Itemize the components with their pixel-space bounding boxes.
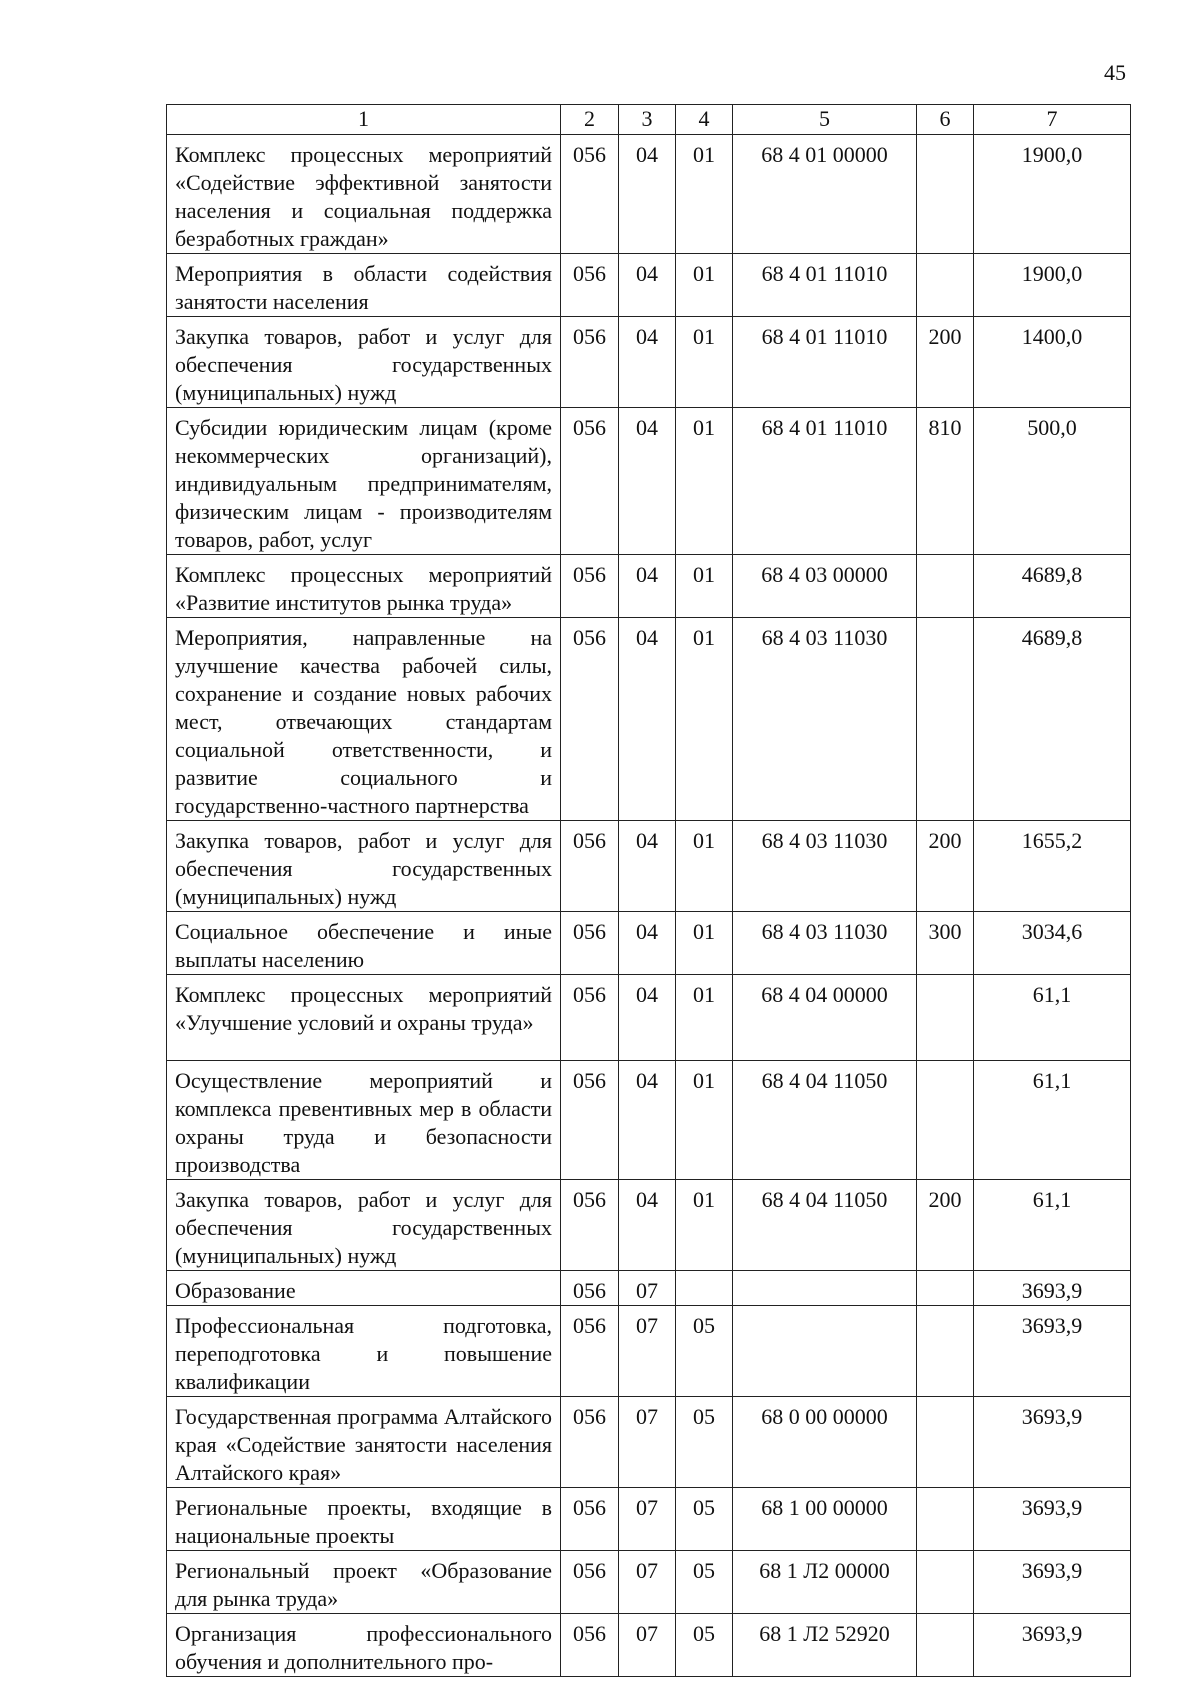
row-description: Закупка товаров, работ и услуг для обеспечения государственных (муниципальных) нужд bbox=[167, 317, 561, 408]
row-code-2: 056 bbox=[561, 912, 619, 975]
table-row bbox=[167, 975, 1131, 1061]
row-code-4: 01 bbox=[676, 254, 733, 317]
row-code-3: 07 bbox=[619, 1551, 676, 1614]
row-code-5: 68 0 00 00000 bbox=[733, 1397, 917, 1488]
row-code-5: 68 4 03 11030 bbox=[733, 912, 917, 975]
column-header: 4 bbox=[676, 105, 733, 135]
row-code-3: 04 bbox=[619, 618, 676, 821]
row-description: Мероприятия в области содействия занятости населения bbox=[167, 254, 561, 317]
row-code-2: 056 bbox=[561, 1614, 619, 1677]
budget-table bbox=[166, 104, 1131, 1677]
column-header: 7 bbox=[974, 105, 1131, 135]
row-code-6 bbox=[917, 254, 974, 317]
row-code-3: 04 bbox=[619, 254, 676, 317]
row-code-3: 07 bbox=[619, 1488, 676, 1551]
row-code-6 bbox=[917, 1271, 974, 1306]
row-code-2: 056 bbox=[561, 408, 619, 555]
row-description: Осуществление мероприятий и комплекса превентивных мер в области охраны труда и безопасности производства bbox=[167, 1061, 561, 1180]
row-code-2: 056 bbox=[561, 618, 619, 821]
table-row bbox=[167, 821, 1131, 912]
row-code-5: 68 4 04 11050 bbox=[733, 1061, 917, 1180]
row-code-4: 01 bbox=[676, 618, 733, 821]
row-description: Закупка товаров, работ и услуг для обеспечения государственных (муниципальных) нужд bbox=[167, 1180, 561, 1271]
row-description: Региональные проекты, входящие в национальные проекты bbox=[167, 1488, 561, 1551]
row-code-2: 056 bbox=[561, 254, 619, 317]
row-code-6 bbox=[917, 555, 974, 618]
row-code-4: 05 bbox=[676, 1397, 733, 1488]
column-header: 3 bbox=[619, 105, 676, 135]
row-code-5: 68 4 01 11010 bbox=[733, 317, 917, 408]
row-code-4: 01 bbox=[676, 912, 733, 975]
table-row bbox=[167, 1397, 1131, 1488]
row-description: Субсидии юридическим лицам (кроме некоммерческих организаций), индивидуальным предпринимателям, физическим лицам - производителям товаров, работ, услуг bbox=[167, 408, 561, 555]
table-row bbox=[167, 1271, 1131, 1306]
row-code-2: 056 bbox=[561, 1180, 619, 1271]
row-amount: 3693,9 bbox=[974, 1488, 1131, 1551]
row-code-6 bbox=[917, 1306, 974, 1397]
row-code-3: 04 bbox=[619, 821, 676, 912]
row-description: Закупка товаров, работ и услуг для обеспечения государственных (муниципальных) нужд bbox=[167, 821, 561, 912]
row-code-4: 01 bbox=[676, 1061, 733, 1180]
table-row bbox=[167, 1614, 1131, 1677]
row-code-5: 68 4 01 11010 bbox=[733, 254, 917, 317]
row-description: Региональный проект «Образование для рынка труда» bbox=[167, 1551, 561, 1614]
row-code-3: 04 bbox=[619, 555, 676, 618]
row-code-4: 01 bbox=[676, 821, 733, 912]
row-code-5: 68 1 Л2 00000 bbox=[733, 1551, 917, 1614]
row-code-6 bbox=[917, 1397, 974, 1488]
row-description: Комплекс процессных мероприятий «Улучшение условий и охраны труда» bbox=[167, 975, 561, 1061]
row-amount: 61,1 bbox=[974, 1061, 1131, 1180]
table-row bbox=[167, 254, 1131, 317]
row-code-2: 056 bbox=[561, 135, 619, 254]
table-row bbox=[167, 135, 1131, 254]
column-header: 6 bbox=[917, 105, 974, 135]
row-code-2: 056 bbox=[561, 317, 619, 408]
row-code-2: 056 bbox=[561, 1271, 619, 1306]
row-amount: 1655,2 bbox=[974, 821, 1131, 912]
row-amount: 500,0 bbox=[974, 408, 1131, 555]
row-code-3: 04 bbox=[619, 135, 676, 254]
row-code-3: 04 bbox=[619, 408, 676, 555]
row-code-6: 810 bbox=[917, 408, 974, 555]
table-row bbox=[167, 408, 1131, 555]
row-amount: 61,1 bbox=[974, 975, 1131, 1061]
table-row bbox=[167, 1061, 1131, 1180]
table-row bbox=[167, 1306, 1131, 1397]
row-description: Социальное обеспечение и иные выплаты населению bbox=[167, 912, 561, 975]
row-code-6 bbox=[917, 618, 974, 821]
row-amount: 3693,9 bbox=[974, 1614, 1131, 1677]
row-description: Комплекс процессных мероприятий «Развитие институтов рынка труда» bbox=[167, 555, 561, 618]
row-amount: 3693,9 bbox=[974, 1397, 1131, 1488]
row-amount: 1900,0 bbox=[974, 135, 1131, 254]
row-code-2: 056 bbox=[561, 1551, 619, 1614]
row-amount: 4689,8 bbox=[974, 618, 1131, 821]
row-code-5: 68 4 03 11030 bbox=[733, 821, 917, 912]
row-code-3: 07 bbox=[619, 1306, 676, 1397]
row-code-4: 01 bbox=[676, 555, 733, 618]
row-code-2: 056 bbox=[561, 1061, 619, 1180]
column-header: 5 bbox=[733, 105, 917, 135]
row-description: Комплекс процессных мероприятий «Содействие эффективной занятости населения и социальная поддержка безработных граждан» bbox=[167, 135, 561, 254]
row-amount: 3693,9 bbox=[974, 1271, 1131, 1306]
row-code-6: 200 bbox=[917, 821, 974, 912]
row-code-5: 68 4 01 11010 bbox=[733, 408, 917, 555]
row-code-3: 07 bbox=[619, 1397, 676, 1488]
column-header: 2 bbox=[561, 105, 619, 135]
table-row bbox=[167, 1551, 1131, 1614]
row-code-3: 04 bbox=[619, 1061, 676, 1180]
page-number: 45 bbox=[1104, 60, 1126, 85]
row-amount: 3693,9 bbox=[974, 1551, 1131, 1614]
row-code-5: 68 1 Л2 52920 bbox=[733, 1614, 917, 1677]
row-code-4: 05 bbox=[676, 1614, 733, 1677]
row-description: Образование bbox=[167, 1271, 561, 1306]
row-amount: 1400,0 bbox=[974, 317, 1131, 408]
row-code-2: 056 bbox=[561, 555, 619, 618]
row-code-3: 07 bbox=[619, 1614, 676, 1677]
row-code-4: 05 bbox=[676, 1306, 733, 1397]
row-code-6 bbox=[917, 1614, 974, 1677]
row-code-5: 68 4 01 00000 bbox=[733, 135, 917, 254]
row-code-6: 300 bbox=[917, 912, 974, 975]
table-body bbox=[167, 135, 1131, 1677]
row-amount: 3034,6 bbox=[974, 912, 1131, 975]
row-code-6 bbox=[917, 135, 974, 254]
row-code-6 bbox=[917, 1488, 974, 1551]
row-amount: 61,1 bbox=[974, 1180, 1131, 1271]
row-code-4: 01 bbox=[676, 1180, 733, 1271]
row-code-2: 056 bbox=[561, 1397, 619, 1488]
row-code-4: 01 bbox=[676, 135, 733, 254]
row-code-3: 04 bbox=[619, 975, 676, 1061]
row-code-4: 05 bbox=[676, 1488, 733, 1551]
row-code-6: 200 bbox=[917, 1180, 974, 1271]
row-description: Мероприятия, направленные на улучшение качества рабочей силы, сохранение и создание новых рабочих мест, отвечающих стандартам социальной ответственности, и развитие социального и государственно-частного партнерства bbox=[167, 618, 561, 821]
row-code-4: 01 bbox=[676, 408, 733, 555]
row-amount: 4689,8 bbox=[974, 555, 1131, 618]
row-code-2: 056 bbox=[561, 1306, 619, 1397]
row-code-6: 200 bbox=[917, 317, 974, 408]
row-code-5 bbox=[733, 1306, 917, 1397]
row-code-5: 68 1 00 00000 bbox=[733, 1488, 917, 1551]
row-code-6 bbox=[917, 1061, 974, 1180]
row-description: Организация профессионального обучения и дополнительного про- bbox=[167, 1614, 561, 1677]
table-row bbox=[167, 1180, 1131, 1271]
table-row bbox=[167, 912, 1131, 975]
row-code-4: 01 bbox=[676, 317, 733, 408]
table-row bbox=[167, 1488, 1131, 1551]
row-code-5: 68 4 03 11030 bbox=[733, 618, 917, 821]
row-code-6 bbox=[917, 1551, 974, 1614]
row-code-5: 68 4 04 00000 bbox=[733, 975, 917, 1061]
row-code-4: 05 bbox=[676, 1551, 733, 1614]
row-description: Профессиональная подготовка, переподготовка и повышение квалификации bbox=[167, 1306, 561, 1397]
row-code-4: 01 bbox=[676, 975, 733, 1061]
row-code-5: 68 4 04 11050 bbox=[733, 1180, 917, 1271]
row-code-3: 07 bbox=[619, 1271, 676, 1306]
table-row bbox=[167, 317, 1131, 408]
row-amount: 3693,9 bbox=[974, 1306, 1131, 1397]
row-code-5: 68 4 03 00000 bbox=[733, 555, 917, 618]
table-row bbox=[167, 618, 1131, 821]
row-code-2: 056 bbox=[561, 1488, 619, 1551]
table-header-row bbox=[167, 105, 1131, 135]
row-code-2: 056 bbox=[561, 975, 619, 1061]
row-code-4 bbox=[676, 1271, 733, 1306]
row-code-3: 04 bbox=[619, 1180, 676, 1271]
column-header: 1 bbox=[167, 105, 561, 135]
row-code-5 bbox=[733, 1271, 917, 1306]
table-row bbox=[167, 555, 1131, 618]
row-amount: 1900,0 bbox=[974, 254, 1131, 317]
row-code-3: 04 bbox=[619, 317, 676, 408]
row-description: Государственная программа Алтайского края «Содействие занятости населения Алтайского края» bbox=[167, 1397, 561, 1488]
row-code-3: 04 bbox=[619, 912, 676, 975]
row-code-2: 056 bbox=[561, 821, 619, 912]
row-code-6 bbox=[917, 975, 974, 1061]
